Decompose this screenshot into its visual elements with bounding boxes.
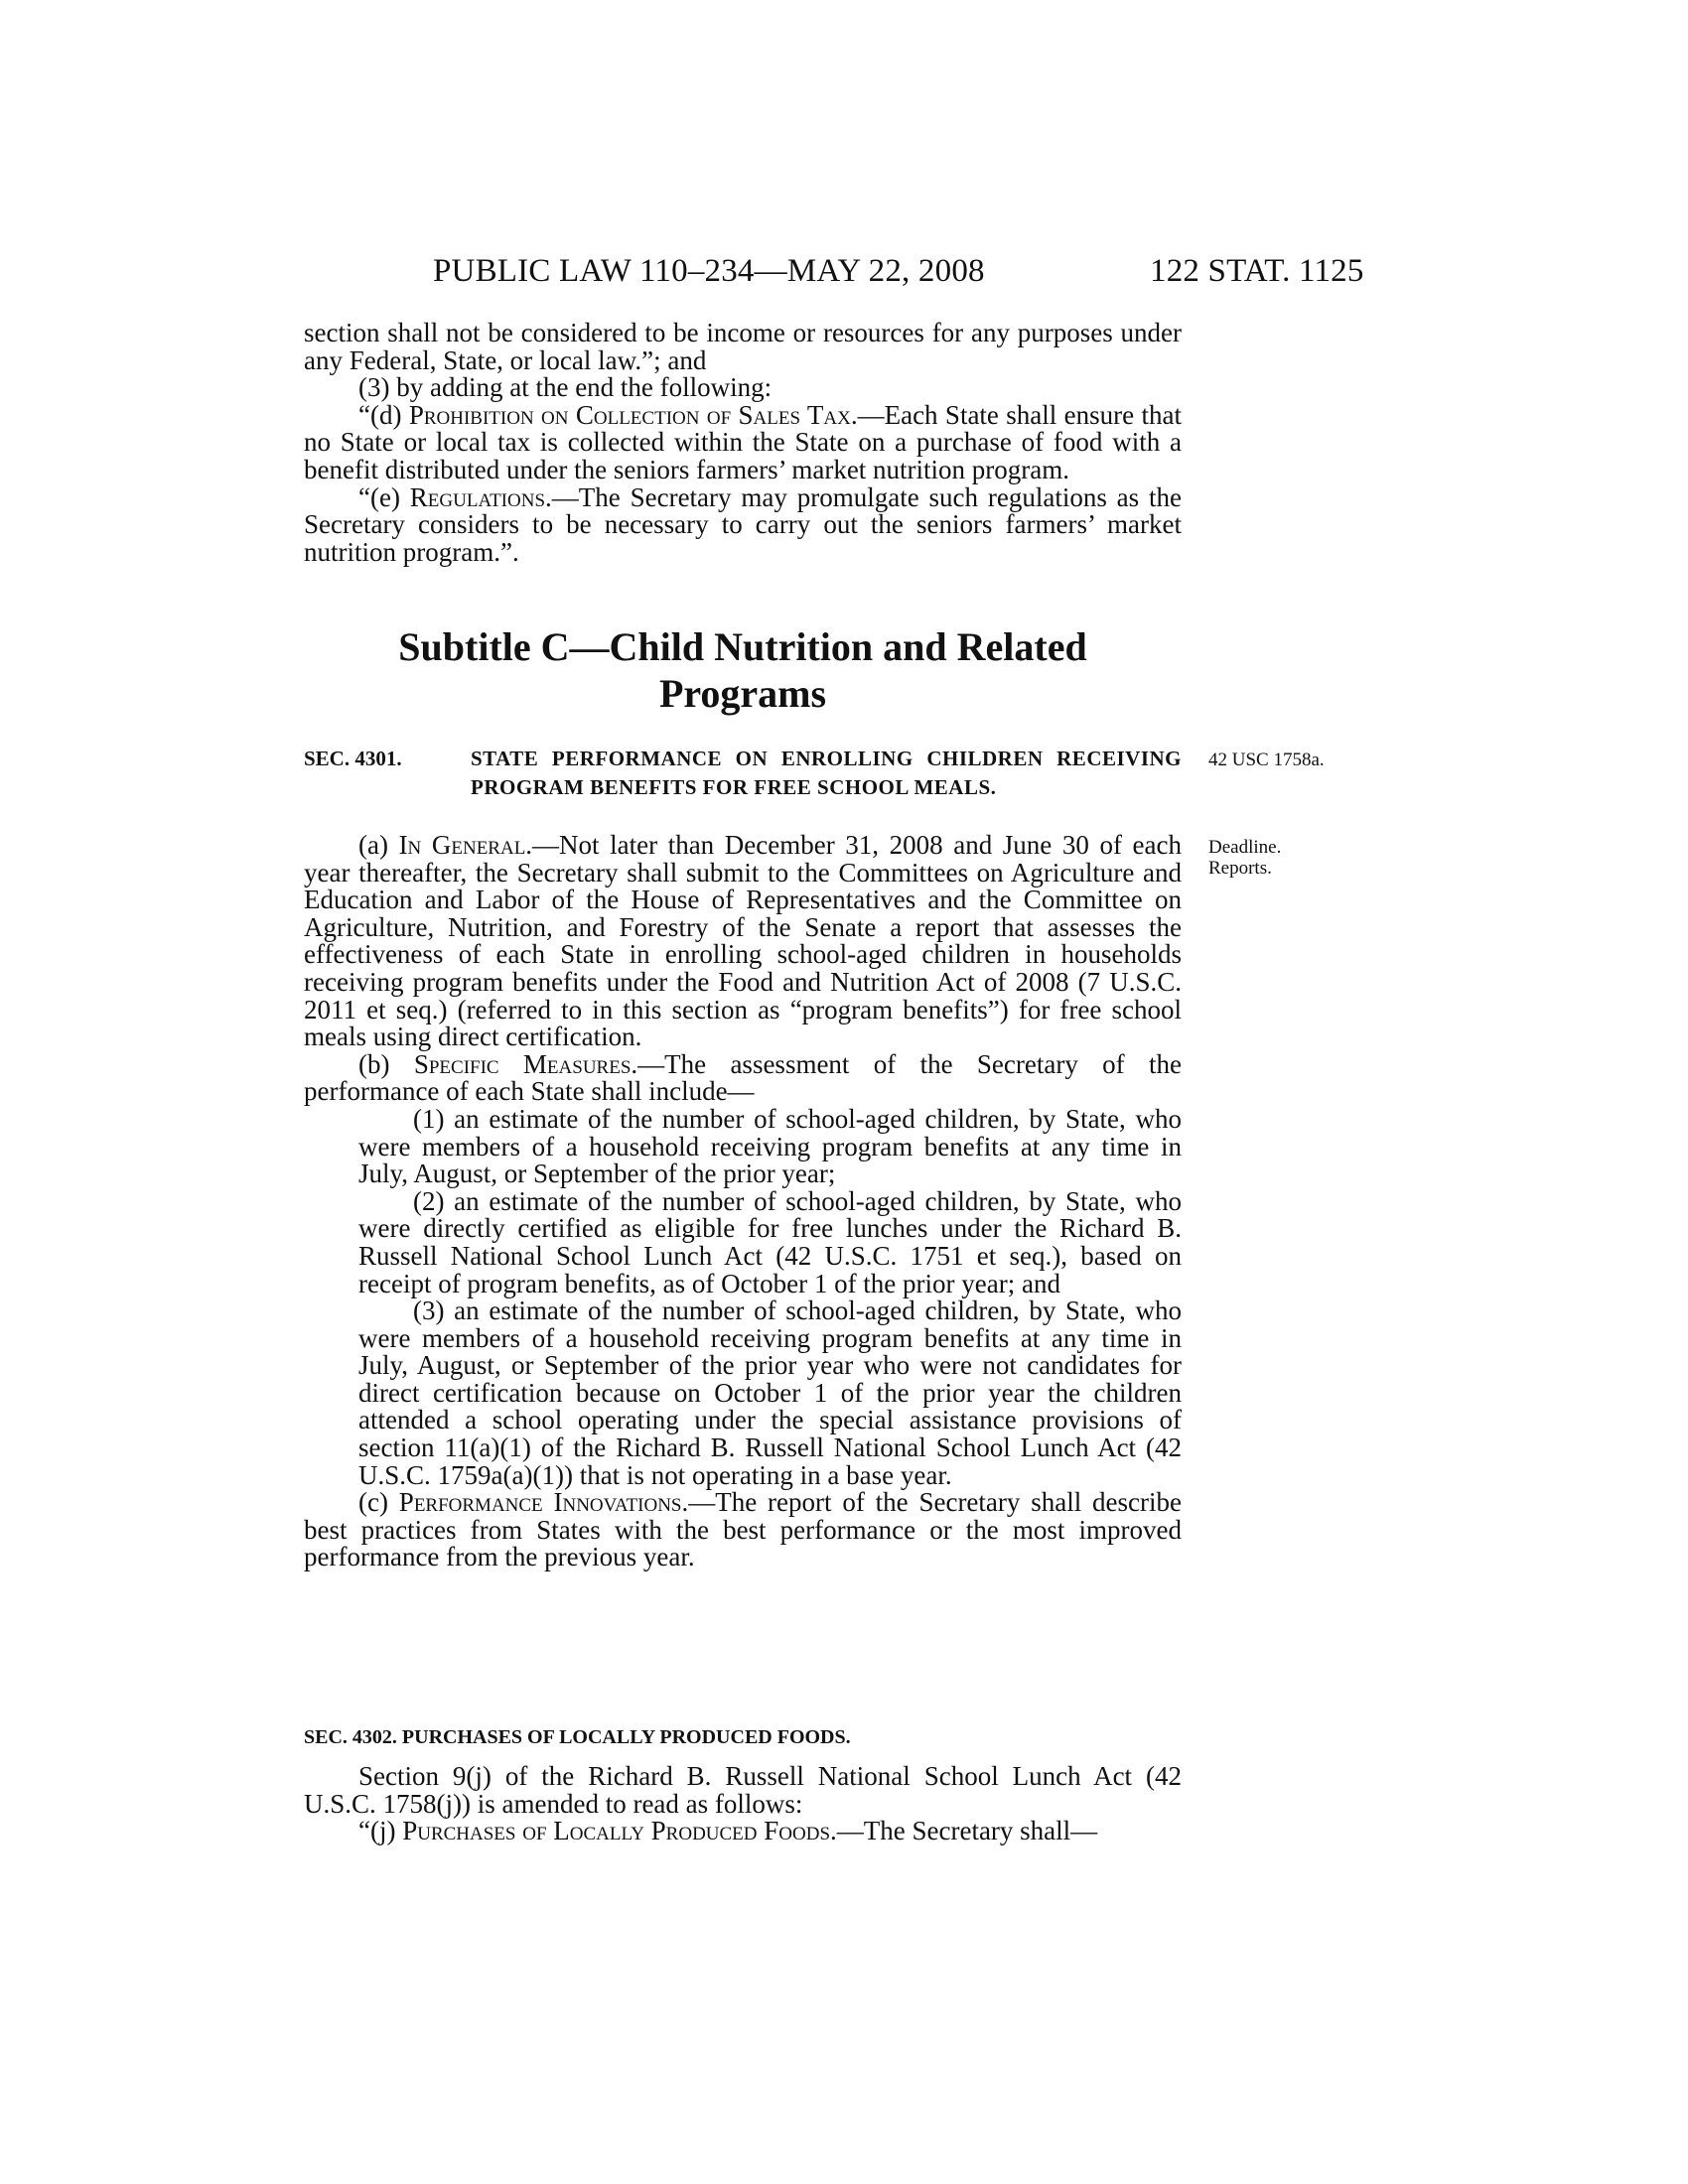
subsection-j: “(j) Purchases of Locally Produced Foods.—The Secretary shall— [358,1816,1098,1846]
subsection-c: (c) Performance Innovations.—The report of the Secretary shall describe best practices from States with the best performance or the most improved performance from the previous year. [304,1487,1182,1572]
subsection-a: (a) In General.—Not later than December 31, 2008 and June 30 of each year thereafter, the Secretary shall submit to the Committees on Agriculture and Education and Labor of the House of Representatives and the Committee on Agriculture, Nutrition, and Forestry of the Senate a report that assesses the effectiveness of each State in enrolling school-aged children in households receiving program benefits under the Food and Nutrition Act of 2008 (7 U.S.C. 2011 et seq.) (referred to in this section as “program benefits”) for free school meals using direct certification. [304,830,1182,1052]
subsection-e: “(e) Regulations.—The Secretary may promulgate such regulations as the Secretary considers to be necessary to carry out the seniors farmers’ market nutrition program.”. [304,481,1182,567]
margin-citation: 42 USC 1758a. [1208,750,1325,770]
paragraph-b3: (3) an estimate of the number of school-aged children, by State, who were members of a household receiving program benefits at any time in July, August, or September of the prior year who were not candidates for direct certification because on October 1 of the prior year the children attended a school operating under the special assistance provisions of section 11(a)(1) of the Richard B. Russell National School Lunch Act (42 U.S.C. 1759a(a)(1)) that is not operating in a base year. [358,1296,1182,1490]
section-4302-body [304,1763,1182,1845]
page-citation: 122 STAT. 1125 [1150,253,1364,289]
paragraph: (3) by adding at the end the following: [358,372,773,403]
section-4302-heading: SEC. 4302. PURCHASES OF LOCALLY PRODUCED FOODS. [304,1726,851,1748]
paragraph: Section 9(j) of the Richard B. Russell National School Lunch Act (42 U.S.C. 1758(j)) is amended to read as follows: [304,1761,1182,1819]
subtitle-heading: Subtitle C—Child Nutrition and Related Programs [398,624,1087,716]
margin-note-reports: Reports. [1208,858,1272,879]
subsection-b: (b) Specific Measures.—The assessment of the Secretary of the performance of each State shall include— [304,1048,1182,1107]
subsection-heading: Prohibition on Collection of Sales Tax [408,399,851,430]
paragraph: section shall not be considered to be income or resources for any purposes under any Federal, State, or local law.”; and [304,318,1182,375]
subsection-heading: Regulations [409,481,546,512]
section-number: SEC. 4301. [304,747,402,770]
subsection-heading: Performance Innovations [398,1487,682,1518]
subsection-heading: In General [398,830,526,860]
subsection-heading: Purchases of Locally Produced Foods [402,1816,831,1846]
section-4301-heading [304,745,1182,802]
section-title: STATE PERFORMANCE ON ENROLLING CHILDREN RECEIVING PROGRAM BENEFITS FOR FREE SCHOOL MEALS. [471,747,1182,799]
paragraph-b2: (2) an estimate of the number of school-aged children, by State, who were directly certified as eligible for free lunches under the Richard B. Russell National School Lunch Act (42 U.S.C. 1751 et seq.), based on receipt of program benefits, as of October 1 of the prior year; and [358,1185,1182,1298]
subsection-heading: Specific Measures [413,1048,632,1079]
section-4301-body [304,832,1182,1571]
running-header: PUBLIC LAW 110–234—MAY 22, 2008 [433,253,985,289]
subsection-d: “(d) Prohibition on Collection of Sales Tax.—Each State shall ensure that no State or local tax is collected within the State on a purchase of food with a benefit distributed under the seniors farmers’ market nutrition program. [304,399,1182,484]
margin-note-deadline: Deadline. [1208,837,1282,858]
continued-text-block [304,320,1182,566]
paragraph-b1: (1) an estimate of the number of school-aged children, by State, who were members of a household receiving program benefits at any time in July, August, or September of the prior year; [358,1103,1182,1189]
